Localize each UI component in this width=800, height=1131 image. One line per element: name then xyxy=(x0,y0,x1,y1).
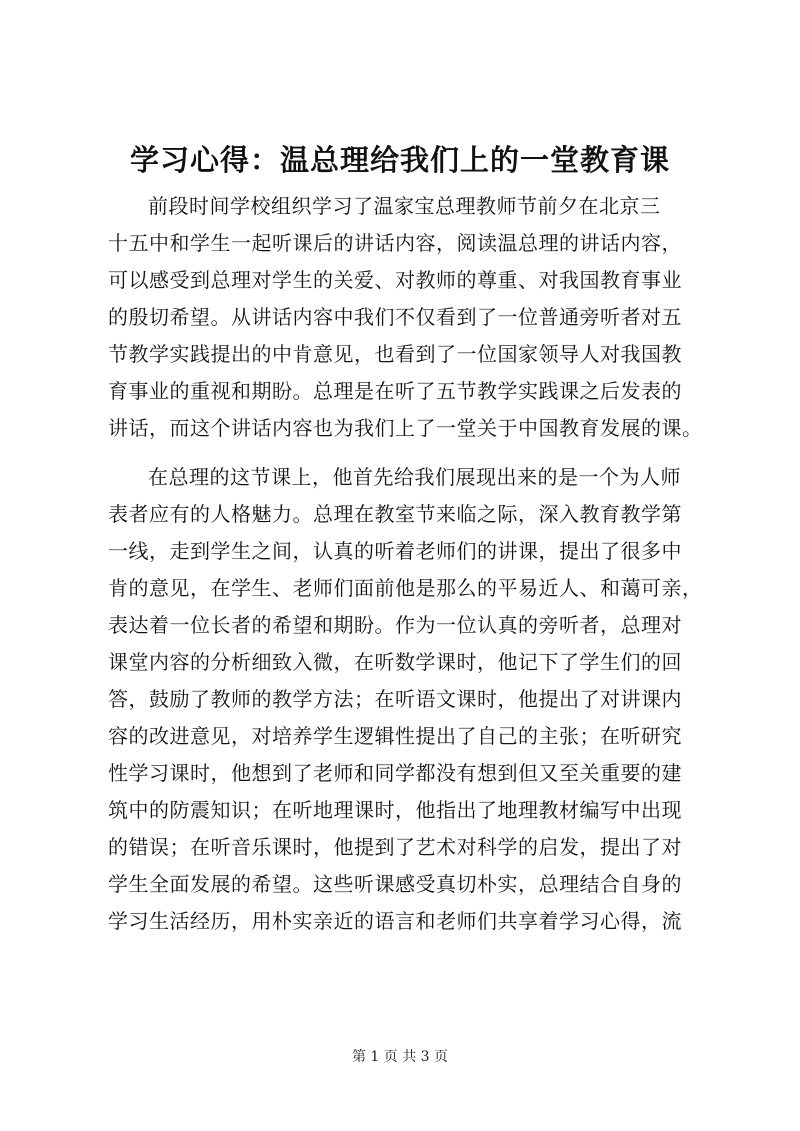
paragraph-line: 答，鼓励了教师的教学方法；在听语文课时，他提出了对讲课内 xyxy=(108,687,682,711)
paragraph-line: 肯的意见，在学生、老师们面前他是那么的平易近人、和蔼可亲， xyxy=(108,576,703,600)
paragraph-line: 前段时间学校组织学习了温家宝总理教师节前夕在北京三 xyxy=(148,194,661,218)
paragraph-line: 可以感受到总理对学生的关爱、对教师的尊重、对我国教育事业 xyxy=(108,268,682,292)
paragraph-line: 节教学实践提出的中肯意见，也看到了一位国家领导人对我国教 xyxy=(108,342,682,366)
paragraph-line: 一线，走到学生之间，认真的听着老师们的讲课，提出了很多中 xyxy=(108,539,682,563)
page-number-footer: 第 1 页 共 3 页 xyxy=(351,1049,449,1065)
document-body xyxy=(108,188,708,940)
paragraph-line: 筑中的防震知识；在听地理课时，他指出了地理教材编写中出现 xyxy=(108,798,682,822)
paragraph-line: 的殷切希望。从讲话内容中我们不仅看到了一位普通旁听者对五 xyxy=(108,305,682,329)
paragraph-line: 的错误；在听音乐课时，他提到了艺术对科学的启发，提出了对 xyxy=(108,835,682,859)
paragraph-1 xyxy=(108,188,708,447)
paragraph-spacer xyxy=(108,447,708,459)
paragraph-line: 在总理的这节课上，他首先给我们展现出来的是一个为人师 xyxy=(148,465,681,489)
paragraph-line: 表者应有的人格魅力。总理在教室节来临之际，深入教育教学第 xyxy=(108,502,682,526)
paragraph-line: 十五中和学生一起听课后的讲话内容，阅读温总理的讲话内容， xyxy=(108,231,682,255)
paragraph-line: 学习生活经历，用朴实亲近的语言和老师们共享着学习心得，流 xyxy=(108,909,682,933)
paragraph-line: 学生全面发展的希望。这些听课感受真切朴实，总理结合自身的 xyxy=(108,872,682,896)
paragraph-line: 表达着一位长者的希望和期盼。作为一位认真的旁听者，总理对 xyxy=(108,613,682,637)
paragraph-2 xyxy=(108,459,708,940)
paragraph-line: 讲话，而这个讲话内容也为我们上了一堂关于中国教育发展的课。 xyxy=(108,416,703,440)
paragraph-line: 容的改进意见，对培养学生逻辑性提出了自己的主张；在听研究 xyxy=(108,724,682,748)
paragraph-line: 性学习课时，他想到了老师和同学都没有想到但又至关重要的建 xyxy=(108,761,682,785)
paragraph-line: 课堂内容的分析细致入微，在听数学课时，他记下了学生们的回 xyxy=(108,650,682,674)
document-title: 学习心得：温总理给我们上的一堂教育课 xyxy=(129,143,670,177)
paragraph-line: 育事业的重视和期盼。总理是在听了五节教学实践课之后发表的 xyxy=(108,379,682,403)
